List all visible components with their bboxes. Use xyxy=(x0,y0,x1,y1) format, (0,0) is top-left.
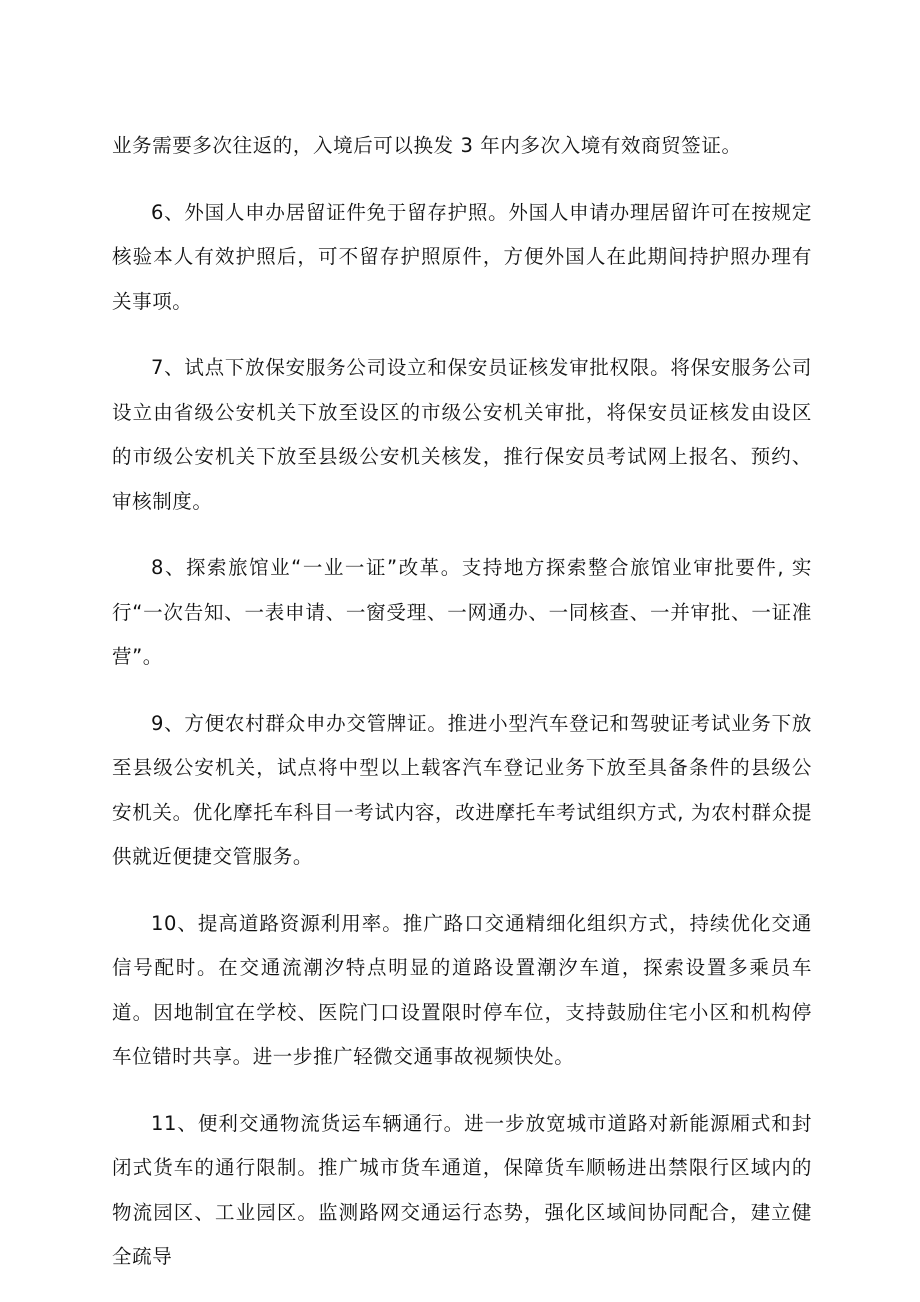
paragraph-item-9: 9、方便农村群众申办交管牌证。推进小型汽车登记和驾驶证考试业务下放至县级公安机关，试点将中型以上载客汽车登记业务下放至具备条件的县级公安机关。优化摩托车科目一考试内容，改进摩托车考试组织方式, 为农村群众提供就近便捷交管服务。 xyxy=(112,711,812,868)
paragraph-continuation: 业务需要多次往返的，入境后可以换发 3 年内多次入境有效商贸签证。 xyxy=(112,134,742,157)
paragraph-item-8: 8、探索旅馆业“一业一证”改革。支持地方探索整合旅馆业审批要件, 实行“一次告知、一表申请、一窗受理、一网通办、一同核查、一并审批、一证准营”。 xyxy=(112,556,812,668)
document-body xyxy=(112,124,812,1302)
paragraph-item-6: 6、外国人申办居留证件免于留存护照。外国人申请办理居留许可在按规定核验本人有效护照后，可不留存护照原件，方便外国人在此期间持护照办理有关事项。 xyxy=(112,200,812,313)
paragraph-item-7: 7、试点下放保安服务公司设立和保安员证核发审批权限。将保安服务公司设立由省级公安机关下放至设区的市级公安机关审批，将保安员证核发由设区的市级公安机关下放至县级公安机关核发，推行保安员考试网上报名、预约、审核制度。 xyxy=(112,356,812,513)
paragraph-item-11: 11、便利交通物流货运车辆通行。进一步放宽城市道路对新能源厢式和封闭式货车的通行限制。推广城市货车通道，保障货车顺畅进出禁限行区域内的物流园区、工业园区。监测路网交通运行态势，强化区域间协同配合，建立健全疏导 xyxy=(112,1111,812,1268)
paragraph-item-10: 10、提高道路资源利用率。推广路口交通精细化组织方式，持续优化交通信号配时。在交通流潮汐特点明显的道路设置潮汐车道，探索设置多乘员车道。因地制宜在学校、医院门口设置限时停车位，支持鼓励住宅小区和机构停车位错时共享。进一步推广轻微交通事故视频快处。 xyxy=(112,911,812,1068)
